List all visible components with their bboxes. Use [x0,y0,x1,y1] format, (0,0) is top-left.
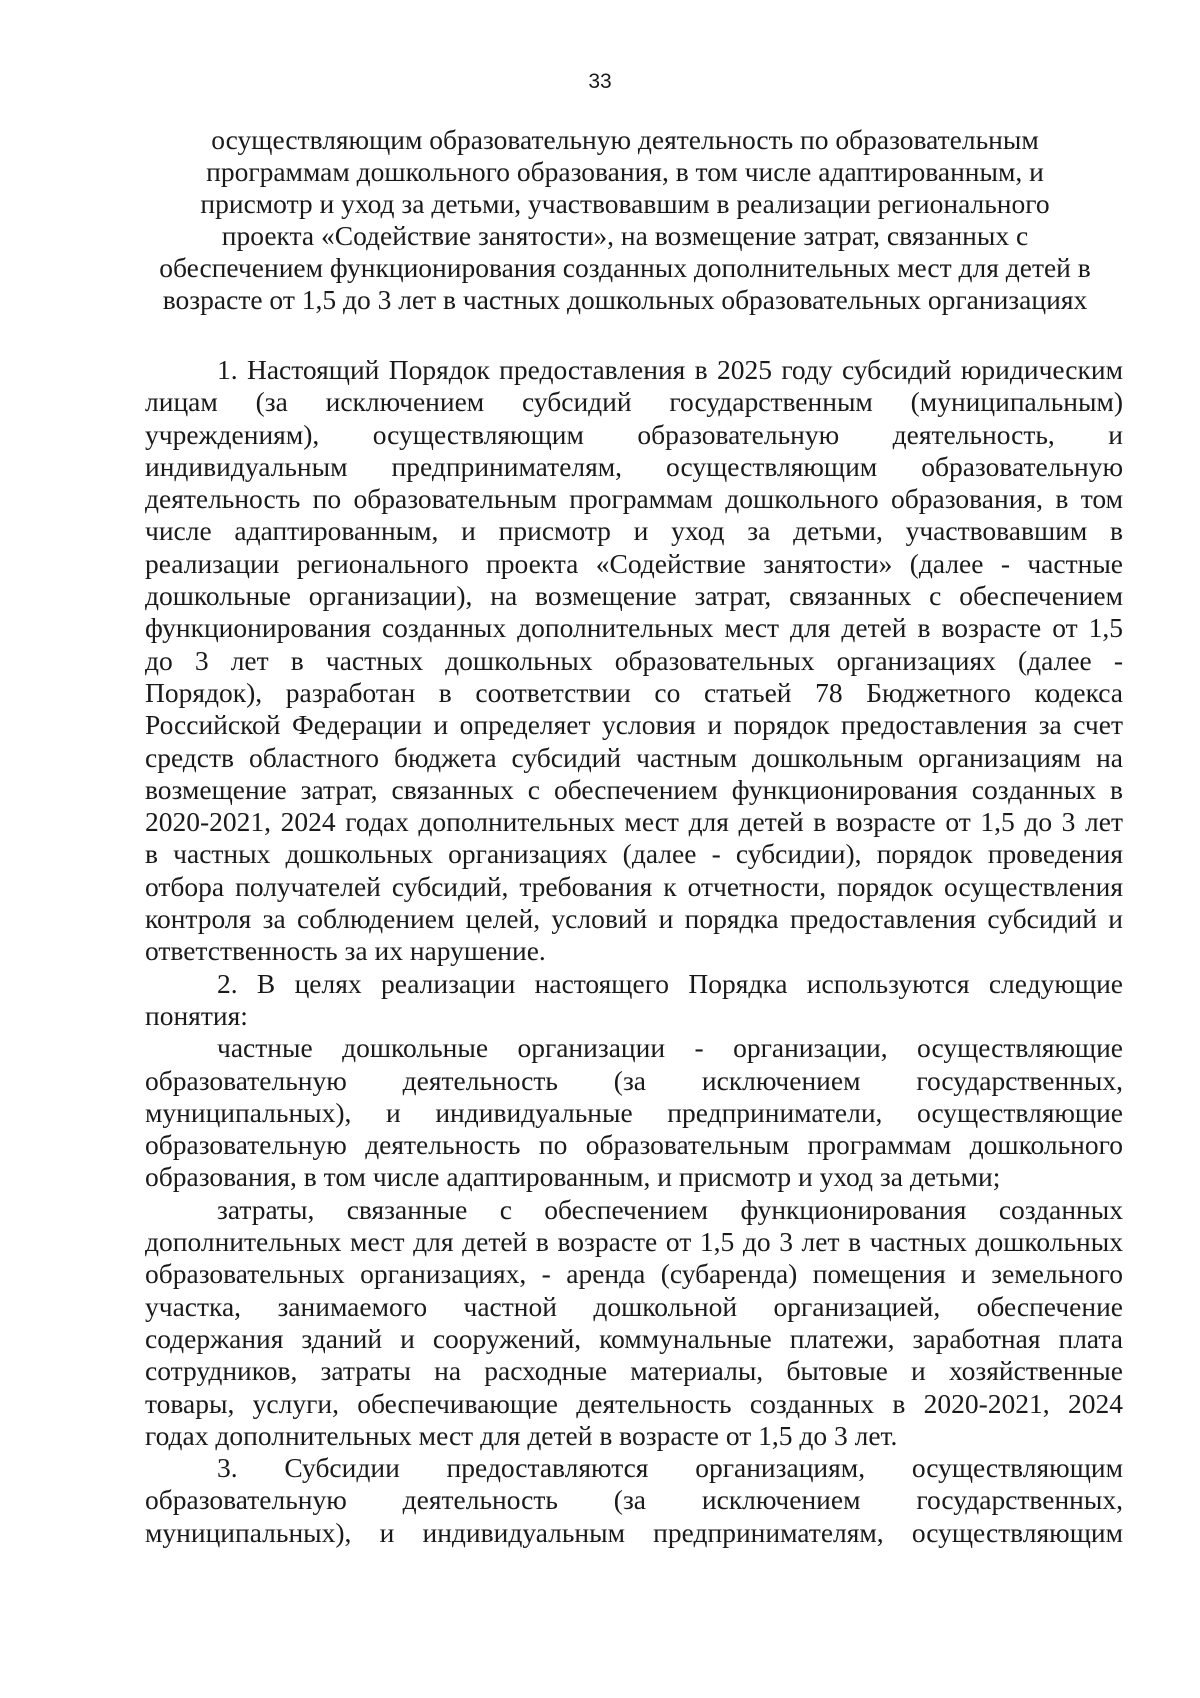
paragraph-line: реализации регионального проекта «Содействие занятости» (далее - частные [145,547,1123,579]
paragraph-line: образовательную деятельность (за исключением государственных, [145,1484,1123,1516]
title-line: возрасте от 1,5 до 3 лет в частных дошкольных образовательных организациях [162,284,1088,315]
paragraph-line: учреждениям), осуществляющим образовательную деятельность, и [145,418,1123,450]
paragraph-line: дополнительных мест для детей в возрасте от 1,5 до 3 лет в частных дошкольных [145,1226,1123,1258]
title-line: присмотр и уход за детьми, участвовавшим в реализации регионального [200,188,1050,219]
paragraph-line: Порядок), разработан в соответствии со статьей 78 Бюджетного кодекса [145,676,1123,708]
paragraph-line: контроля за соблюдением целей, условий и порядка предоставления субсидий и [145,903,1123,935]
paragraph-line: индивидуальным предпринимателям, осуществляющим образовательную [145,450,1123,482]
paragraph-line: товары, услуги, обеспечивающие деятельность созданных в 2020-2021, 2024 [145,1387,1123,1419]
paragraph-line: муниципальных), и индивидуальным предпринимателям, осуществляющим [145,1516,1123,1548]
paragraph-line: до 3 лет в частных дошкольных образовательных организациях (далее - [145,644,1123,676]
paragraph-line: понятия: [145,999,248,1031]
paragraph-line: сотрудников, затраты на расходные материалы, бытовые и хозяйственные [145,1355,1123,1387]
paragraph-line: образования, в том числе адаптированным, и присмотр и уход за детьми; [145,1161,1001,1193]
paragraph-line: участка, занимаемого частной дошкольной организацией, обеспечение [145,1290,1123,1322]
paragraph-line: муниципальных), и индивидуальные предприниматели, осуществляющие [145,1096,1123,1128]
paragraph-line: содержания зданий и сооружений, коммунальные платежи, заработная плата [145,1322,1123,1354]
paragraph-5 [145,1452,1123,1549]
page-number: 33 [588,70,612,93]
paragraph-line: частные дошкольные организации - организации, осуществляющие [217,1032,1123,1064]
document-body [145,354,1123,1549]
paragraph-3 [145,1032,1123,1193]
paragraph-line: образовательных организациях, - аренда (субаренда) помещения и земельного [145,1258,1123,1290]
paragraph-line: в частных дошкольных организациях (далее - субсидии), порядок проведения [145,838,1123,870]
paragraph-line: годах дополнительных мест для детей в возрасте от 1,5 до 3 лет. [145,1419,898,1451]
paragraph-4 [145,1194,1123,1452]
paragraph-line: затраты, связанные с обеспечением функционирования созданных [217,1193,1123,1225]
paragraph-line: функционирования созданных дополнительных мест для детей в возрасте от 1,5 [145,612,1123,644]
paragraph-line: дошкольные организации), на возмещение затрат, связанных с обеспечением [145,580,1123,612]
document-title [135,124,1115,316]
paragraph-line: ответственность за их нарушение. [145,935,546,967]
paragraph-line: лицам (за исключением субсидий государственным (муниципальным) [145,386,1123,418]
paragraph-line: числе адаптированным, и присмотр и уход за детьми, участвовавшим в [145,515,1123,547]
paragraph-1 [145,354,1123,968]
paragraph-line: 2. В целях реализации настоящего Порядка используются следующие [217,967,1123,999]
paragraph-line: 2020-2021, 2024 годах дополнительных мест для детей в возрасте от 1,5 до 3 лет [145,806,1123,838]
paragraph-line: средств областного бюджета субсидий частным дошкольным организациям на [145,741,1123,773]
paragraph-line: образовательную деятельность по образовательным программам дошкольного [145,1129,1123,1161]
paragraph-line: 1. Настоящий Порядок предоставления в 2025 году субсидий юридическим [217,354,1123,385]
paragraph-2 [145,968,1123,1033]
paragraph-line: возмещение затрат, связанных с обеспечением функционирования созданных в [145,773,1123,805]
paragraph-line: 3. Субсидии предоставляются организациям, осуществляющим [217,1452,1123,1484]
paragraph-line: Российской Федерации и определяет условия и порядок предоставления за счет [145,709,1123,741]
title-line: программам дошкольного образования, в том числе адаптированным, и [206,156,1044,187]
title-line: проекта «Содействие занятости», на возмещение затрат, связанных с [221,220,1029,251]
title-line: осуществляющим образовательную деятельность по образовательным [211,124,1039,155]
paragraph-line: отбора получателей субсидий, требования к отчетности, порядок осуществления [145,870,1123,902]
title-line: обеспечением функционирования созданных дополнительных мест для детей в [159,252,1091,283]
paragraph-line: деятельность по образовательным программам дошкольного образования, в том [145,483,1123,515]
paragraph-line: образовательную деятельность (за исключением государственных, [145,1064,1123,1096]
